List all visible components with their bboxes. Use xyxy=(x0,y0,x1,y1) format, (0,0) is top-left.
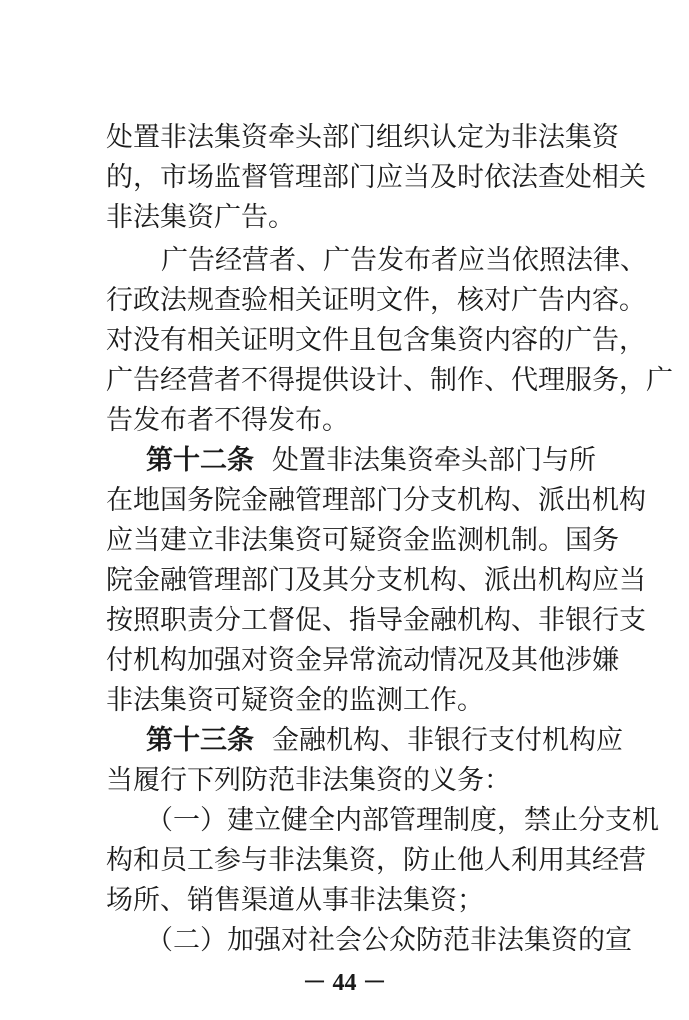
line-text: 告发布者不得发布。 xyxy=(106,405,349,436)
article-number: 第十三条 xyxy=(146,725,254,756)
paragraph-line xyxy=(0,643,689,679)
line-text: 对没有相关证明文件且包含集资内容的广告， xyxy=(106,325,646,356)
paragraph-line xyxy=(0,403,689,439)
line-text: （二）加强对社会公众防范非法集资的宣 xyxy=(146,925,632,956)
line-text: 非法集资广告。 xyxy=(106,202,295,233)
line-text: 广告经营者、广告发布者应当依照法律、 xyxy=(161,245,647,276)
paragraph-line xyxy=(0,363,689,399)
paragraph-line xyxy=(0,563,689,599)
paragraph-line xyxy=(0,923,689,959)
line-text: 非法集资可疑资金的监测工作。 xyxy=(106,685,484,716)
paragraph-line xyxy=(0,323,689,359)
paragraph-line xyxy=(0,483,689,519)
paragraph-line xyxy=(0,200,689,236)
line-text: 场所、销售渠道从事非法集资； xyxy=(106,885,484,916)
line-text: （一）建立健全内部管理制度，禁止分支机 xyxy=(146,805,659,836)
paragraph-line xyxy=(0,603,689,639)
line-text: 处置非法集资牵头部门组织认定为非法集资 xyxy=(106,122,619,153)
paragraph-line xyxy=(0,523,689,559)
page-number: － 44 － xyxy=(302,970,387,996)
paragraph-line xyxy=(0,120,689,156)
line-text: 行政法规查验相关证明文件，核对广告内容。 xyxy=(106,285,646,316)
line-text: 付机构加强对资金异常流动情况及其他涉嫌 xyxy=(106,645,619,676)
line-text: 构和员工参与非法集资，防止他人利用其经营 xyxy=(106,845,646,876)
paragraph-line xyxy=(0,803,689,839)
article-number: 第十二条 xyxy=(146,445,254,476)
line-text: 的，市场监督管理部门应当及时依法查处相关 xyxy=(106,162,646,193)
line-text: 在地国务院金融管理部门分支机构、派出机构 xyxy=(106,485,646,516)
paragraph-line xyxy=(0,160,689,196)
paragraph-line xyxy=(0,243,689,279)
paragraph-line xyxy=(0,883,689,919)
paragraph-line xyxy=(0,723,689,759)
paragraph-line xyxy=(0,763,689,799)
paragraph-line xyxy=(0,443,689,479)
line-text: 当履行下列防范非法集资的义务： xyxy=(106,765,511,796)
line-text: 按照职责分工督促、指导金融机构、非银行支 xyxy=(106,605,646,636)
line-text: 金融机构、非银行支付机构应 xyxy=(272,725,623,756)
line-text: 处置非法集资牵头部门与所 xyxy=(272,445,596,476)
paragraph-line xyxy=(0,683,689,719)
line-text: 应当建立非法集资可疑资金监测机制。国务 xyxy=(106,525,619,556)
paragraph-line xyxy=(0,283,689,319)
paragraph-line xyxy=(0,843,689,879)
line-text: 广告经营者不得提供设计、制作、代理服务，广 xyxy=(106,365,673,396)
line-text: 院金融管理部门及其分支机构、派出机构应当 xyxy=(106,565,646,596)
